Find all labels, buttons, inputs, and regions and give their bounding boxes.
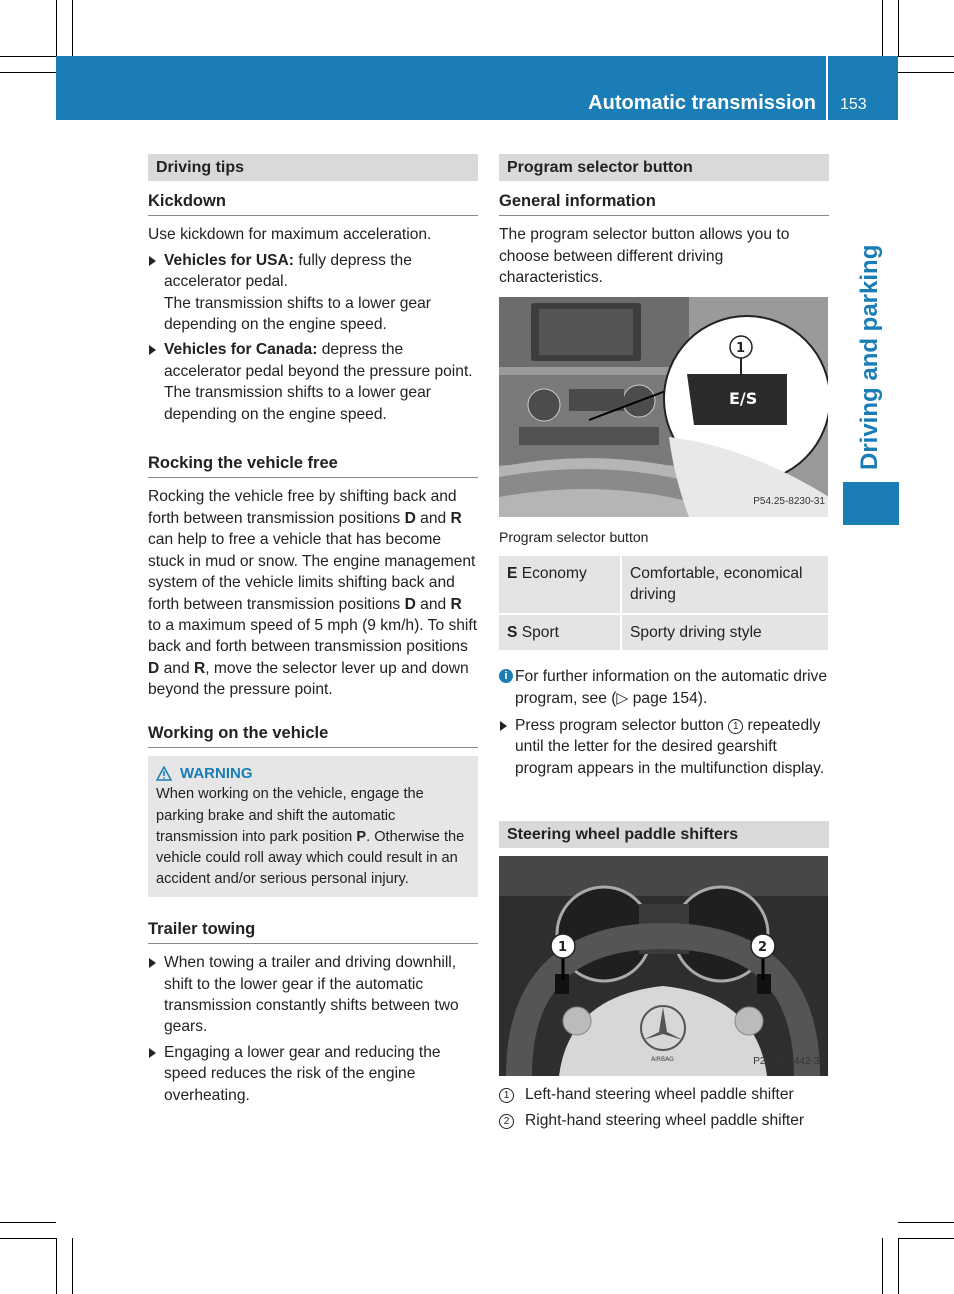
callout-2: 2 [758, 940, 768, 956]
crop-mark [72, 1238, 73, 1294]
section-title-driving-tips: Driving tips [148, 154, 478, 181]
crop-mark [0, 72, 56, 73]
legend-item [499, 1084, 829, 1105]
mode-description: Comfortable, economical driving [621, 556, 828, 614]
canada-result: The transmission shifts to a lower gear depending on the engine speed. [164, 384, 431, 423]
warning-box [148, 756, 478, 897]
legend-number: 1 [499, 1088, 514, 1103]
page-number: 153 [840, 96, 867, 113]
es-button-label: E/S [729, 388, 758, 408]
heading-general-info: General information [499, 191, 829, 216]
step-press-selector: Press program selector button 1 repeatedly until the letter for the desired gearshift program appears in the multifunction display. [499, 715, 829, 779]
warning-text: When working on the vehicle, engage the parking brake and shift the automatic transmission into park position P. Otherwise the vehicle could roll away which could result in an accident and/or serious personal injury. [156, 786, 465, 888]
section-title-program-selector: Program selector button [499, 154, 829, 181]
step-trailer-1: When towing a trailer and driving downhill, shift to the lower gear if the automatic transmission constantly shifts between two gears. [148, 952, 478, 1038]
step-trailer-2: Engaging a lower gear and reducing the speed reduces the risk of the engine overheating. [148, 1042, 478, 1106]
warning-header [156, 763, 470, 784]
mode-cell: S Sport [499, 614, 621, 651]
crop-mark [56, 1238, 57, 1294]
heading-trailer: Trailer towing [148, 919, 478, 944]
crop-mark [898, 0, 899, 56]
table-row [499, 614, 828, 651]
legend-text: Left-hand steering wheel paddle shifter [525, 1086, 794, 1104]
callout-ref: 1 [728, 719, 743, 734]
info-icon: i [499, 669, 513, 683]
crop-mark [898, 56, 954, 57]
crop-mark [0, 56, 56, 57]
crop-mark [0, 1222, 56, 1223]
warning-triangle-icon [156, 766, 172, 781]
crop-mark [882, 0, 883, 56]
crop-mark [898, 72, 954, 73]
figure-code: P54.25-8230-31 [753, 496, 825, 508]
canada-label: Vehicles for Canada: [164, 341, 318, 359]
crop-mark [72, 0, 73, 56]
general-info-text: The program selector button allows you to choose between different driving characteristics. [499, 226, 790, 287]
crop-mark [898, 1238, 954, 1239]
usa-result: The transmission shifts to a lower gear depending on the engine speed. [164, 294, 431, 334]
heading-working: Working on the vehicle [148, 723, 478, 748]
legend-number: 2 [499, 1114, 514, 1129]
center-console-illustration [499, 297, 828, 517]
info-text: For further information on the automatic drive program, see (▷ page 154). [515, 668, 828, 707]
canada-text: depress the accelerator pedal beyond the pressure point. [164, 341, 473, 380]
right-column [499, 154, 829, 1131]
figure-caption: Program selector button [499, 528, 649, 545]
figure-paddle-shifters [499, 856, 828, 1076]
airbag-label: AIRBAG [651, 1056, 674, 1064]
crop-mark [898, 1238, 899, 1294]
warning-title: WARNING [180, 764, 253, 782]
side-tab-marker [843, 482, 899, 525]
steering-wheel-illustration [499, 856, 828, 1076]
legend-text: Right-hand steering wheel paddle shifter [525, 1111, 805, 1129]
heading-kickdown: Kickdown [148, 191, 478, 216]
figure-program-selector [499, 297, 828, 517]
crop-mark [0, 1238, 56, 1239]
crop-mark [882, 1238, 883, 1294]
left-column [148, 154, 478, 1106]
step-canada [148, 339, 478, 425]
usa-text: fully depress the accelerator pedal. [164, 251, 412, 291]
crop-mark [56, 0, 57, 56]
callout-1: 1 [736, 340, 746, 356]
heading-rocking: Rocking the vehicle free [148, 453, 478, 478]
figure-code: P27.60-3442-31 [753, 1055, 825, 1067]
section-title-paddle-shifters: Steering wheel paddle shifters [499, 821, 829, 848]
mode-description: Sporty driving style [621, 614, 828, 651]
mode-cell: E Economy [499, 556, 621, 614]
rocking-text: Rocking the vehicle free by shifting back and forth between transmission positions D and R can help to free a vehicle that has become stuck in mud or snow. The engine management system of the vehicle limits shifting back and forth between transmission positions D and R to a maximum speed of 5 mph (9 km/h). To shift back and forth between transmission positions D and R, move the selector lever up and down beyond the pressure point. [148, 488, 478, 699]
crop-mark [898, 1222, 954, 1223]
legend-item [499, 1110, 829, 1131]
usa-label: Vehicles for USA: [164, 251, 294, 269]
program-modes-table [499, 556, 828, 652]
step-usa [148, 250, 478, 336]
table-row [499, 556, 828, 614]
kickdown-intro: Use kickdown for maximum acceleration. [148, 226, 432, 244]
page-title: Automatic transmission [588, 92, 816, 114]
callout-1: 1 [558, 940, 568, 956]
side-tab-label: Driving and parking [856, 244, 883, 470]
info-note [499, 666, 829, 709]
header-divider [826, 56, 828, 120]
